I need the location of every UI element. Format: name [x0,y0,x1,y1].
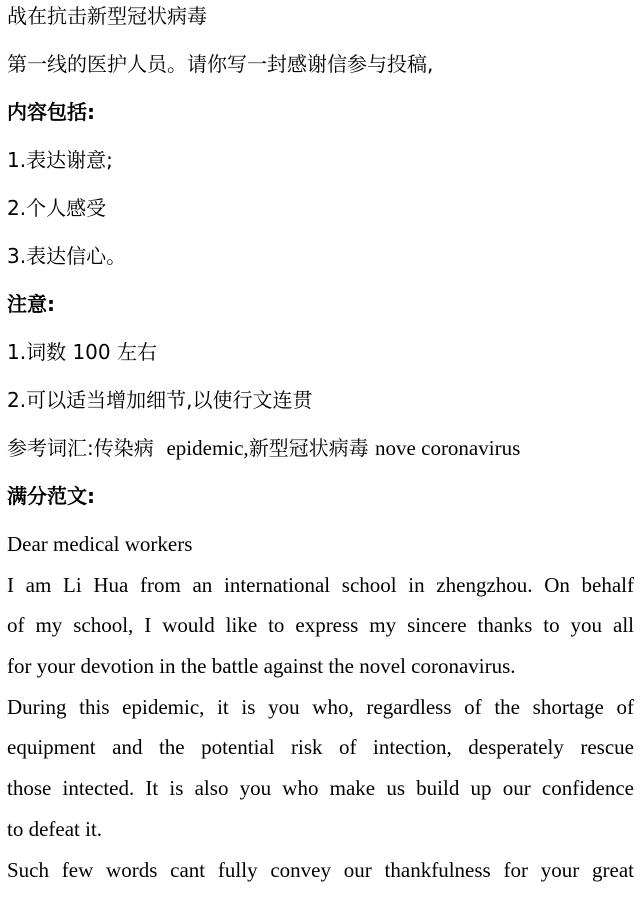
sample-line-2: I am Li Hua from an international school in zhengzhou. On behalf [7,573,634,597]
vocab-line [7,434,520,462]
content-item-2: 2.个人感受 [7,196,107,220]
prompt-line-2: 第一线的医护人员。请你写一封感谢信参与投稿, [7,52,434,76]
vocab-term-1: epidemic, [166,436,249,460]
content-item-3: 3.表达信心。 [7,244,127,268]
sample-line-8: to defeat it. [7,817,103,841]
sample-line-4: for your devotion in the battle against the novel coronavirus. [7,654,516,678]
sample-line-6: equipment and the potential risk of intection, desperately rescue [7,735,634,759]
sample-line-1: Dear medical workers [7,532,193,556]
sample-heading: 满分范文: [7,484,95,508]
sample-line-9: Such few words cant fully convey our thankfulness for your great [7,858,634,882]
notes-item-2: 2.可以适当增加细节,以使行文连贯 [7,388,313,412]
vocab-label-2: 新型冠状病毒 [248,436,369,460]
notes-item-1: 1.词数 100 左右 [7,340,157,364]
sample-line-7: those intected. It is also you who make us build up our confidence [7,776,634,800]
notes-heading: 注意: [7,292,55,316]
sample-line-5: During this epidemic, it is you who, regardless of the shortage of [7,695,634,719]
vocab-term-2: nove coronavirus [375,436,521,460]
vocab-label: 参考词汇:传染病 [7,436,154,460]
sample-line-3: of my school, I would like to express my sincere thanks to you all [7,613,634,637]
content-heading: 内容包括: [7,100,95,124]
prompt-line-1: 战在抗击新型冠状病毒 [7,4,207,28]
content-item-1: 1.表达谢意; [7,148,113,172]
